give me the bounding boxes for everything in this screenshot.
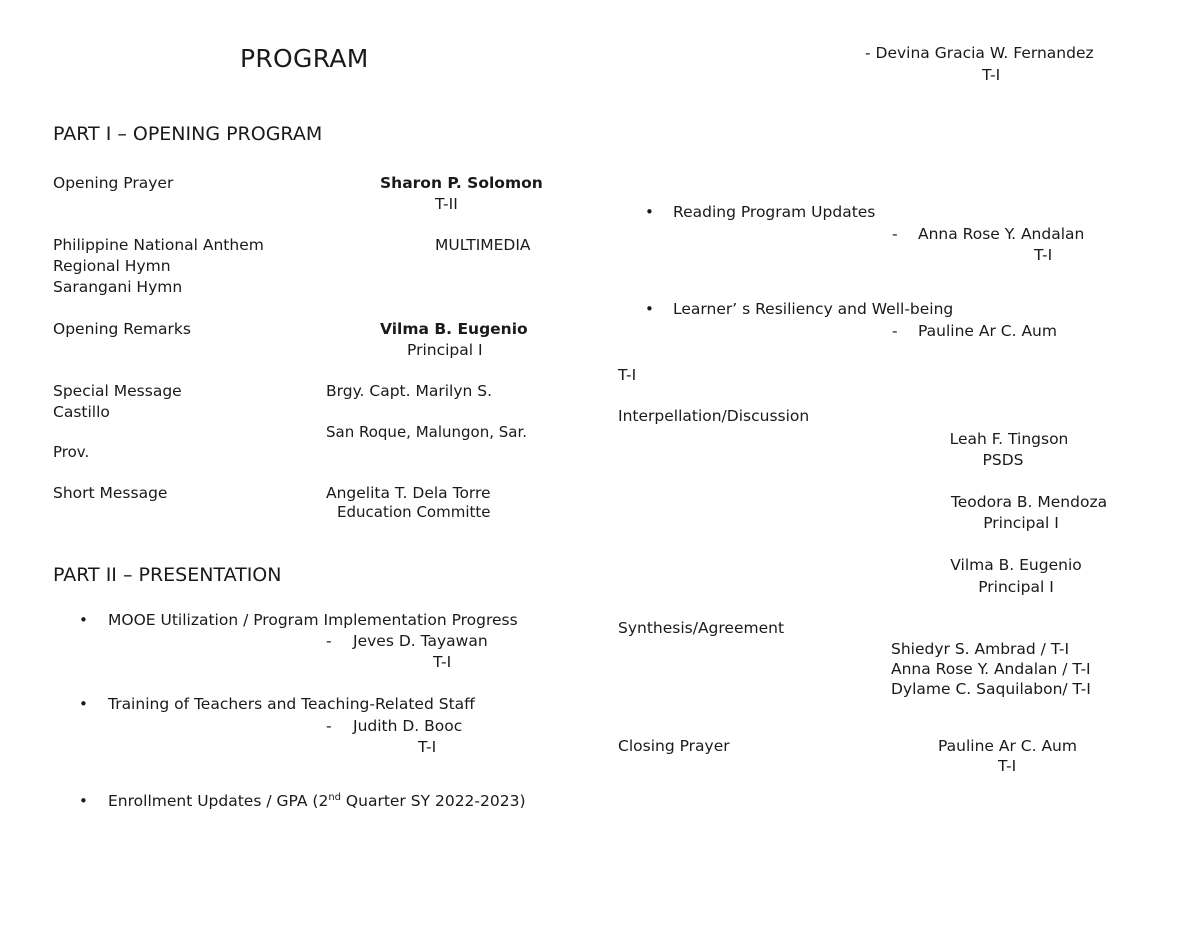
dash-icon: - (326, 632, 332, 650)
opening-remarks-position: Principal I (407, 341, 483, 359)
panel-position-1: PSDS (982, 451, 1024, 469)
dash-icon: - (326, 717, 332, 735)
presentation-topic-2: Training of Teachers and Teaching-Related Staff (108, 695, 475, 713)
synthesis-name-2: Anna Rose Y. Andalan / T-I (891, 660, 1091, 678)
short-message-position: Education Committe (337, 503, 491, 521)
special-message-prov: Prov. (53, 443, 90, 461)
presentation-position-2: T-I (418, 738, 437, 756)
page-title: PROGRAM (240, 44, 369, 73)
closing-prayer-position: T-I (998, 757, 1017, 775)
opening-remarks-label: Opening Remarks (53, 320, 191, 338)
bullet-icon: • (79, 695, 88, 713)
opening-prayer-name: Sharon P. Solomon (380, 174, 543, 192)
panel-name-2: Teodora B. Mendoza (950, 493, 1108, 511)
presentation-presenter-2: Judith D. Booc (353, 717, 463, 735)
presentation-topic-3: Enrollment Updates / GPA (2nd Quarter SY 2022-2023) (108, 792, 526, 811)
opening-remarks-name: Vilma B. Eugenio (380, 320, 528, 338)
opening-prayer-position: T-II (435, 195, 458, 213)
anthem-label-3: Sarangani Hymn (53, 278, 183, 296)
header-author-name: - Devina Gracia W. Fernandez (865, 44, 1094, 62)
anthem-label-2: Regional Hymn (53, 257, 171, 275)
panel-position-3: Principal I (978, 578, 1054, 596)
interpellation-label: Interpellation/Discussion (618, 407, 810, 425)
right-presenter-1: Anna Rose Y. Andalan (918, 225, 1085, 243)
dash-icon: - (892, 322, 898, 340)
right-position-1: T-I (1034, 246, 1053, 264)
bullet-icon: • (79, 792, 88, 810)
part1-heading: PART I – OPENING PROGRAM (53, 123, 323, 145)
closing-prayer-label: Closing Prayer (618, 737, 730, 755)
presentation-topic-1: MOOE Utilization / Program Implementation Progress (108, 611, 518, 629)
anthem-value: MULTIMEDIA (435, 236, 531, 254)
synthesis-label: Synthesis/Agreement (618, 619, 785, 637)
part2-heading: PART II – PRESENTATION (53, 564, 282, 586)
short-message-label: Short Message (53, 484, 168, 502)
right-topic-2: Learner’ s Resiliency and Well-being (673, 300, 954, 318)
short-message-name: Angelita T. Dela Torre (326, 484, 491, 502)
right-presenter-2: Pauline Ar C. Aum (918, 322, 1057, 340)
anthem-label-1: Philippine National Anthem (53, 236, 264, 254)
panel-name-1: Leah F. Tingson (949, 430, 1069, 448)
special-message-name-cont: Castillo (53, 403, 110, 421)
panel-position-2: Principal I (983, 514, 1059, 532)
right-topic-1: Reading Program Updates (673, 203, 876, 221)
synthesis-name-3: Dylame C. Saquilabon/ T-I (891, 680, 1091, 698)
special-message-name: Brgy. Capt. Marilyn S. (326, 382, 493, 400)
special-message-label: Special Message (53, 382, 182, 400)
presentation-presenter-1: Jeves D. Tayawan (353, 632, 488, 650)
dash-icon: - (892, 225, 898, 243)
closing-prayer-name: Pauline Ar C. Aum (938, 737, 1077, 755)
panel-name-3: Vilma B. Eugenio (950, 556, 1082, 574)
right-position-2: T-I (618, 366, 637, 384)
header-author-position: T-I (982, 66, 1001, 84)
opening-prayer-label: Opening Prayer (53, 174, 174, 192)
bullet-icon: • (79, 611, 88, 629)
bullet-icon: • (645, 300, 654, 318)
presentation-position-1: T-I (433, 653, 452, 671)
synthesis-name-1: Shiedyr S. Ambrad / T-I (891, 640, 1070, 658)
bullet-icon: • (645, 203, 654, 221)
special-message-address: San Roque, Malungon, Sar. (326, 423, 528, 441)
